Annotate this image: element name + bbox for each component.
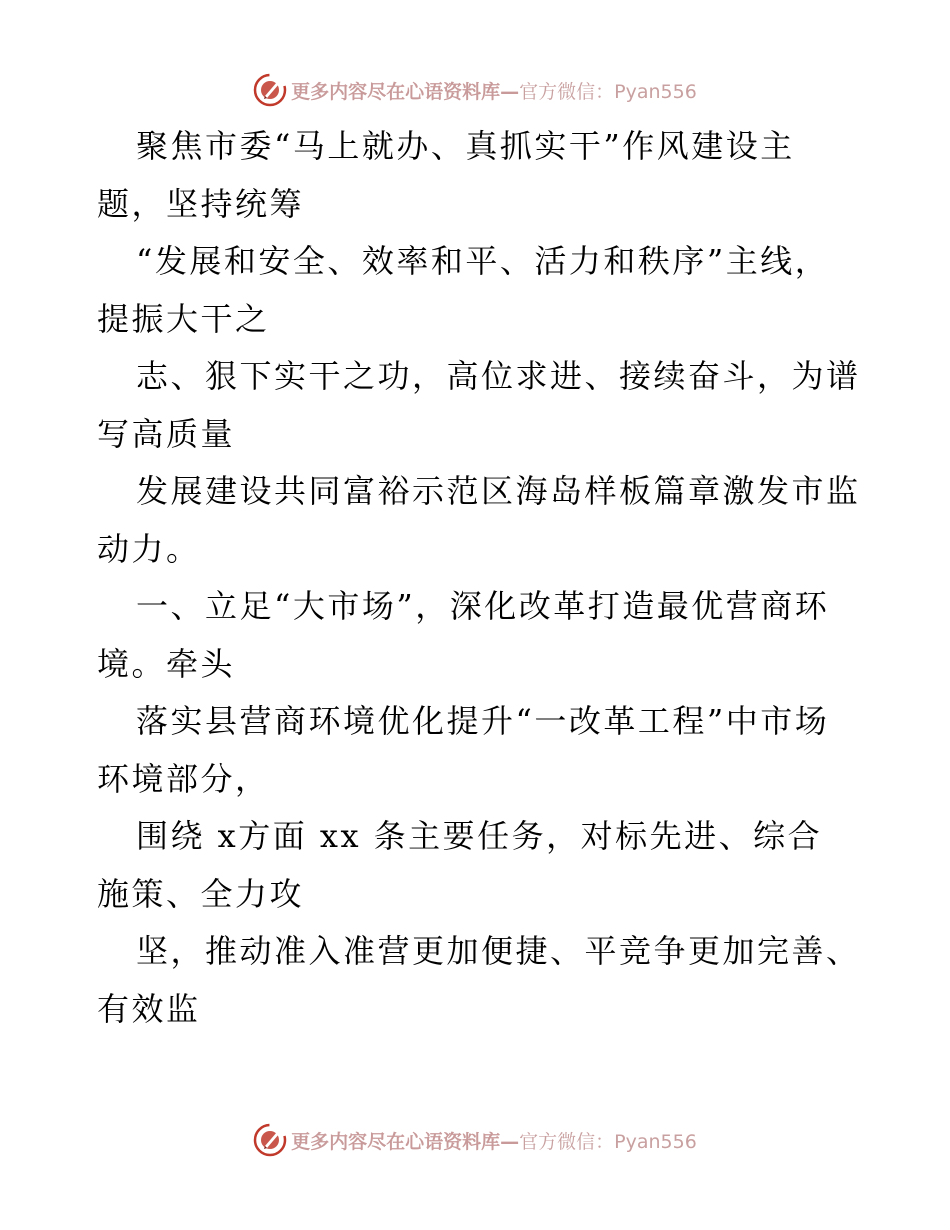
text-line: 境。牵头 bbox=[97, 644, 236, 683]
text-line: 围绕 x方面 xx 条主要任务，对标先进、综合 bbox=[136, 817, 823, 855]
text-line: 一、立足“大市场”，深化改革打造最优营商环 bbox=[136, 587, 830, 625]
pen-logo-icon bbox=[253, 73, 287, 107]
footer-banner-text: 更多内容尽在心语资料库—官方微信：Pyan556 bbox=[291, 1130, 697, 1153]
text-line: “发展和安全、效率和平、活力和秩序”主线， bbox=[136, 242, 830, 280]
header-banner-contact: 官方微信：Pyan556 bbox=[519, 80, 697, 103]
document-body bbox=[97, 118, 861, 1038]
text-line: 聚焦市委“马上就办、真抓实干”作风建设主 bbox=[136, 127, 795, 165]
text-line: 落实县营商环境优化提升“一改革工程”中市场 bbox=[136, 702, 830, 740]
text-line: 题，坚持统筹 bbox=[97, 184, 305, 223]
header-banner bbox=[0, 70, 950, 110]
text-line: 提振大干之 bbox=[97, 299, 270, 338]
footer-banner-contact: 官方微信：Pyan556 bbox=[519, 1130, 697, 1153]
text-line: 动力。 bbox=[97, 529, 201, 568]
text-line: 施策、全力攻 bbox=[97, 874, 305, 913]
text-line: 环境部分， bbox=[97, 759, 270, 798]
text-line: 坚，推动准入准营更加便捷、平竞争更加完善、 bbox=[136, 932, 861, 970]
header-banner-text: 更多内容尽在心语资料库—官方微信：Pyan556 bbox=[291, 80, 697, 103]
pen-logo-icon bbox=[253, 1123, 287, 1157]
text-line: 有效监 bbox=[97, 989, 201, 1028]
text-line: 写高质量 bbox=[97, 414, 236, 453]
text-line: 发展建设共同富裕示范区海岛样板篇章激发市监 bbox=[136, 472, 861, 510]
footer-banner bbox=[0, 1120, 950, 1160]
text-line: 志、狠下实干之功，高位求进、接续奋斗，为谱 bbox=[136, 357, 861, 395]
